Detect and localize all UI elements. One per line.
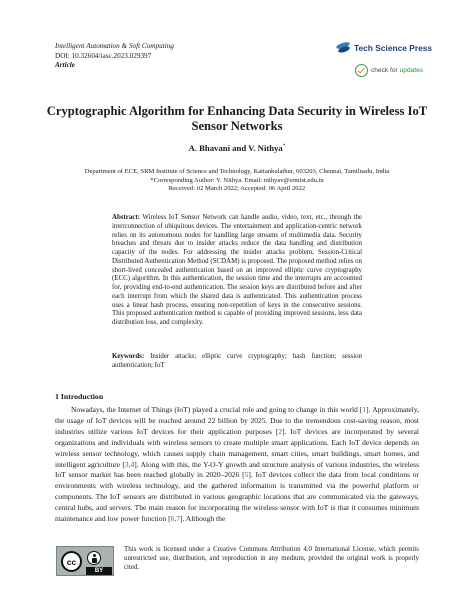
publisher-logo[interactable]	[336, 41, 432, 54]
introduction-paragraph	[55, 405, 419, 525]
journal-name: Intelligent Automation & Soft Computing	[55, 42, 174, 50]
citation-link[interactable]: 6,7	[170, 514, 180, 524]
intro-text-4: ]. Along with this, the Y-O-Y growth and structure analysis of various industries, the wireless IoT sensor market has been reached globally in 2020–2026 [	[55, 459, 419, 480]
author-line	[40, 143, 434, 153]
cc-by-license-icon[interactable]	[56, 546, 114, 576]
section-heading-introduction: 1 Introduction	[55, 392, 104, 401]
journal-header	[55, 42, 174, 71]
corresponding-marker: *	[282, 143, 286, 150]
affiliation-dept: Department of ECE, SRM Institute of Science and Technology, Kattankulathur, 603203, Chennai, Tamilnadu, India	[84, 168, 390, 175]
publisher-swoosh-icon	[336, 42, 351, 53]
license-text: This work is licensed under a Creative Commons Attribution 4.0 International License, which permits unrestricted use, distribution, and reproduction in any medium, provided the original work is properly cited.	[124, 546, 419, 571]
paper-title: Cryptographic Algorithm for Enhancing Data Security in Wireless IoT Sensor Networks	[46, 104, 428, 133]
doi-line: DOI: 10.32604/iasc.2023.029397	[55, 51, 152, 60]
check-for-updates-button[interactable]	[355, 64, 423, 77]
corresponding-author: *Corresponding Author: V. Nithya. Email: nithyav@srmist.edu.in	[150, 176, 324, 184]
citation-link[interactable]: 2	[278, 426, 283, 436]
publisher-name: Tech Science Press	[354, 42, 433, 53]
abstract-label: Abstract:	[112, 214, 140, 221]
article-type: Article	[55, 61, 75, 70]
check-prefix: check for	[371, 67, 398, 74]
intro-text-6: ]. Although the	[179, 514, 226, 524]
keywords	[112, 353, 362, 371]
affiliation-block	[40, 168, 434, 194]
cc-logo: cc	[61, 551, 82, 572]
intro-text-3: ]. IoT devices are incorporated by several organizations and individuals with wireless sensors to create multiple smart applications. Each IoT device depends on wireless sensor technology, which causes supply chain management, smart cities, smart buildings, smart homes, and intelligent agriculture [	[55, 426, 419, 469]
by-label: BY	[86, 567, 112, 575]
check-badge-icon	[355, 64, 368, 77]
intro-text-2: ]. Approximately, the usage of IoT devices will be reached around 22 billion by 2025. Due to the tremendous cost-saving reason, most industries utilize various IoT devices for their application purposes [	[55, 405, 419, 436]
keywords-text: Insider attacks; elliptic curve cryptography; hash function; session authentication; IoT	[112, 353, 362, 369]
check-for-updates-label	[371, 67, 423, 74]
received-accepted-dates: Received: 02 March 2022; Accepted: 06 April 2022	[168, 185, 306, 193]
license-footer	[56, 546, 419, 576]
citation-link[interactable]: 5	[244, 470, 249, 480]
author-names: A. Bhavani and V. Nithya	[188, 143, 283, 153]
abstract	[112, 214, 362, 328]
intro-text-5: ]. IoT devices collect the data from local conditions or environments with wireless technology, and the gathered information is transmitted via the powerful platform or components. The IoT sensors are distributed in various geographic locations that are communicated via the gateways, central hubs, and servers. The main reason for incorporating the wireless sensor with IoT is that it consumes minimum maintenance and low power function [	[55, 470, 419, 524]
citation-link[interactable]: 1	[362, 405, 367, 414]
attribution-person-icon	[87, 551, 101, 565]
citation-link[interactable]: 3,4	[124, 459, 135, 469]
keywords-label: Keywords:	[112, 353, 145, 360]
check-suffix: updates	[399, 67, 424, 74]
intro-text-1: Nowadays, the Internet of Things (IoT) played a crucial role and going to change in this world [	[71, 405, 363, 414]
abstract-text: Wireless IoT Sensor Network can handle audio, video, text, etc., through the interconnection of ubiquitous devices. The entertainment and application-centric network relies on its autonomous nodes for handling large streams of multimedia data. Security breaches and threats due to insider attacks reduce the data handling and distribution capacity of the nodes. For addressing the insider attacks problem, Session-Critical Distributed Authentication Method (SCDAM) is proposed. The proposed method relies on short-lived concealed authentication based on an improved elliptic curve cryptography (ECC) algorithm. In this authentication, the session time and the interrupts are accounted for, providing end-to-end authentication. The session keys are distributed before and after each interrupt from which the shared data is authenticated. This authentication process uses a linear hash process, ensuring non-repetition of keys in the consecutive sessions. This proposed authentication method is capable of providing improved sessions, less data distribution loss, and complexity.	[112, 214, 362, 327]
